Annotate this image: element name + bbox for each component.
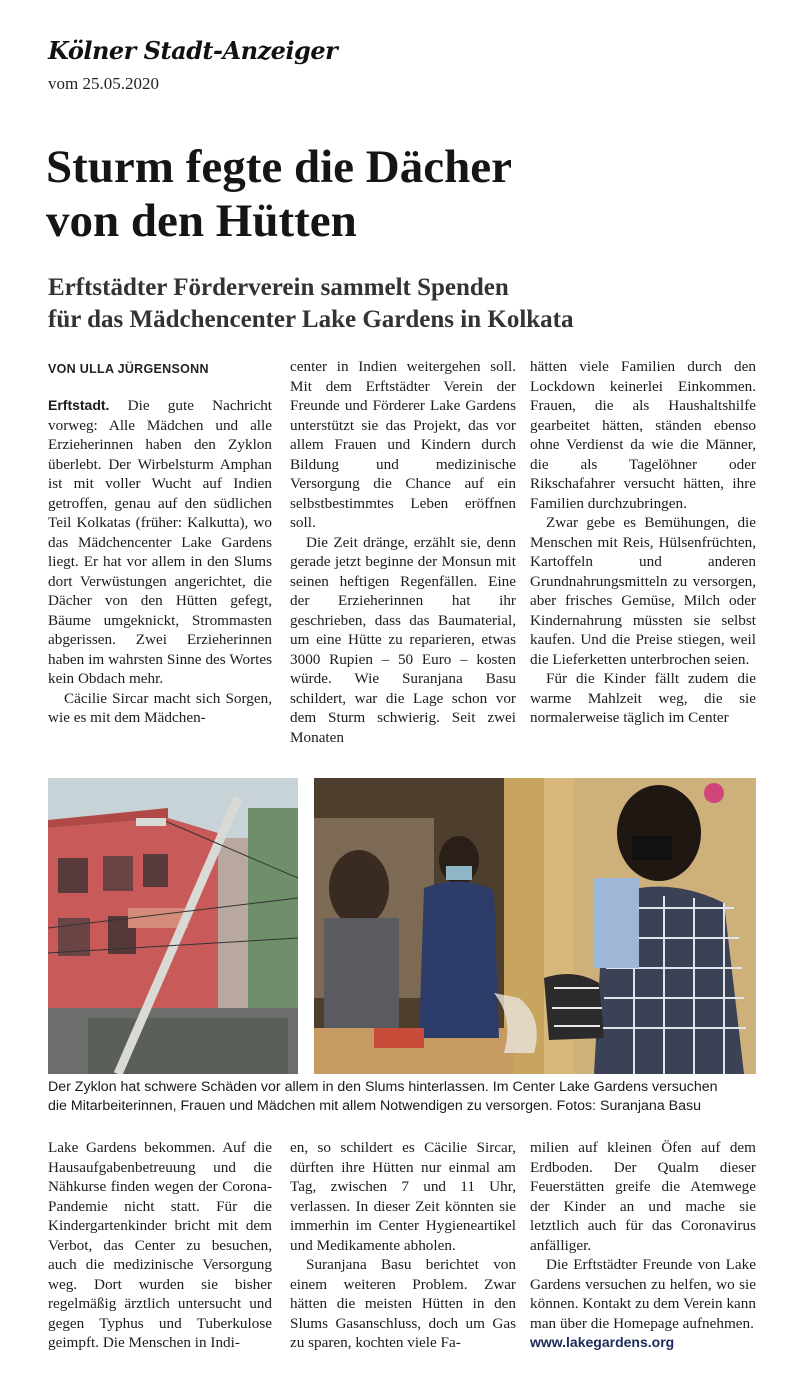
paragraph: hätten viele Familien durch den Lockdown keinerlei Einkommen. Frauen, die als Haushaltshilfe gearbeitet hätten, ständen ebenso ohne Verdienst da wie die Männer, die als Tagelöhner oder Rikschafahrer versucht hätten, ihre Familien durchzubringen. bbox=[530, 358, 756, 512]
website-link[interactable]: www.lakegardens.org bbox=[530, 1334, 675, 1350]
subhead-line-2: für das Mädchencenter Lake Gardens in Kolkata bbox=[48, 306, 574, 333]
paragraph-text: Die gute Nachricht vorweg: Alle Mädchen und alle Erzieherinnen haben den Zyklon überlebt. Der Wirbelsturm Amphan ist mit voller Wucht auf Indien getroffen, genau auf den südlichen Teil Kolkatas (früher: Kalkutta), wo das Mädchencenter Lake Gardens liegt. Er hat vor allem in den Slums dort Verwüstungen angerichtet, die Dächer von den Hütten gefegt, Bäume umgeknickt, Strommasten abgerissen. Zwei Erzieherinnen haben im wahrsten Sinne des Wortes kein Obdach mehr. bbox=[48, 397, 273, 687]
caption-line-2: die Mitarbeiterinnen, Frauen und Mädchen mit allem Notwendigen zu versorgen. Fotos: Suranjana Basu bbox=[48, 1098, 701, 1114]
paragraph: en, so schildert es Cäcilie Sircar, dürften ihre Hütten nur einmal am Tag, zwischen 7 und 11 Uhr, verlassen. In dieser Zeit könnten sie immerhin im Center Hygieneartikel und Medikamente abholen. bbox=[290, 1139, 516, 1254]
headline-line-2: von den Hütten bbox=[46, 195, 357, 247]
paragraph: Zwar gebe es Bemühungen, die Menschen mit Reis, Hülsenfrüchten, Kartoffeln und anderen Grundnahrungsmitteln zu versorgen, aber frisches Gemüse, Milch oder Kindernahrung müssten sie selbst kaufen. Und die Preise stiegen, weil die Lieferketten unterbrochen seien. bbox=[530, 514, 756, 668]
caption-line-1: Der Zyklon hat schwere Schäden vor allem in den Slums hinterlassen. Im Center Lake Gardens versuchen bbox=[48, 1079, 718, 1095]
paragraph: Lake Gardens bekommen. Auf die Hausaufgabenbetreuung und die Nähkurse finden wegen der Corona-Pandemie nicht statt. Für die Kindergartenkinder bricht mit dem Verbot, das Center zu besuchen, auch die medizinische Versorgung weg. Dort wurden sie bisher regelmäßig ärztlich untersucht und gegen Typhus und Tuberkulose geimpft. Die Menschen in Indi- bbox=[48, 1139, 272, 1351]
article-subheadline bbox=[48, 272, 768, 336]
author-byline: VON ULLA JÜRGENSONN bbox=[48, 362, 209, 376]
publication-date: vom 25.05.2020 bbox=[48, 74, 159, 93]
subhead-line-1: Erftstädter Förderverein sammelt Spenden bbox=[48, 274, 509, 301]
paragraph: Die Erftstädter Freunde von Lake Gardens versuchen zu helfen, wo sie können. Kontakt zu dem Verein kann man über die Homepage aufnehmen. bbox=[530, 1256, 756, 1332]
paragraph: Cäcilie Sircar macht sich Sorgen, wie es mit dem Mädchen- bbox=[48, 689, 272, 726]
paragraph bbox=[48, 396, 272, 689]
photo-caption bbox=[48, 1078, 760, 1116]
paragraph: Für die Kinder fällt zudem die warme Mahlzeit weg, die sie normalerweise täglich im Center bbox=[530, 670, 756, 726]
article-headline bbox=[46, 140, 766, 248]
text-column-2 bbox=[290, 357, 516, 747]
text-column-4 bbox=[48, 1138, 272, 1353]
dateline-place: Erftstadt. bbox=[48, 397, 110, 413]
aid-distribution-illustration bbox=[314, 778, 756, 1074]
paragraph: center in Indien weitergehen soll. Mit dem Erftstädter Verein der Freunde und Förderer Lake Gardens unterstützt sie das Projekt, das vor allem Frauen und Kindern durch Bildung und medizinische Versorgung die Chance auf ein selbstbestimmtes Leben eröffnen soll. bbox=[290, 358, 516, 531]
text-column-3 bbox=[530, 357, 756, 728]
newspaper-masthead: Kölner Stadt-Anzeiger bbox=[48, 36, 338, 65]
paragraph: milien auf kleinen Öfen auf dem Erdboden. Der Qualm dieser Feuerstätten greife die Atemwege der Kinder an und mache sie letztlich auch für das Coronavirus anfälliger. bbox=[530, 1139, 756, 1254]
paragraph: Suranjana Basu berichtet von einem weiteren Problem. Zwar hätten die meisten Hütten in den Slums Gasanschluss, doch um Gas zu sparen, kochten viele Fa- bbox=[290, 1256, 516, 1351]
photo-damaged-building bbox=[48, 778, 298, 1074]
photo-aid-distribution bbox=[314, 778, 756, 1074]
text-column-1 bbox=[48, 396, 272, 728]
text-column-6 bbox=[530, 1138, 756, 1353]
text-column-5 bbox=[290, 1138, 516, 1353]
paragraph: Die Zeit dränge, erzählt sie, denn gerade jetzt beginne der Monsun mit seinen heftigen Regenfällen. Eine der Erzieherinnen hat ihr geschrieben, dass das Baumaterial, um eine Hütte zu reparieren, etwas 3000 Rupien – 50 Euro – kosten würde. Wie Suranjana Basu schildert, war die Lage schon vor dem Sturm schwierig. Seit zwei Monaten bbox=[290, 533, 516, 746]
damaged-building-illustration bbox=[48, 778, 298, 1074]
paragraph bbox=[530, 1333, 756, 1353]
headline-line-1: Sturm fegte die Dächer bbox=[46, 141, 512, 193]
